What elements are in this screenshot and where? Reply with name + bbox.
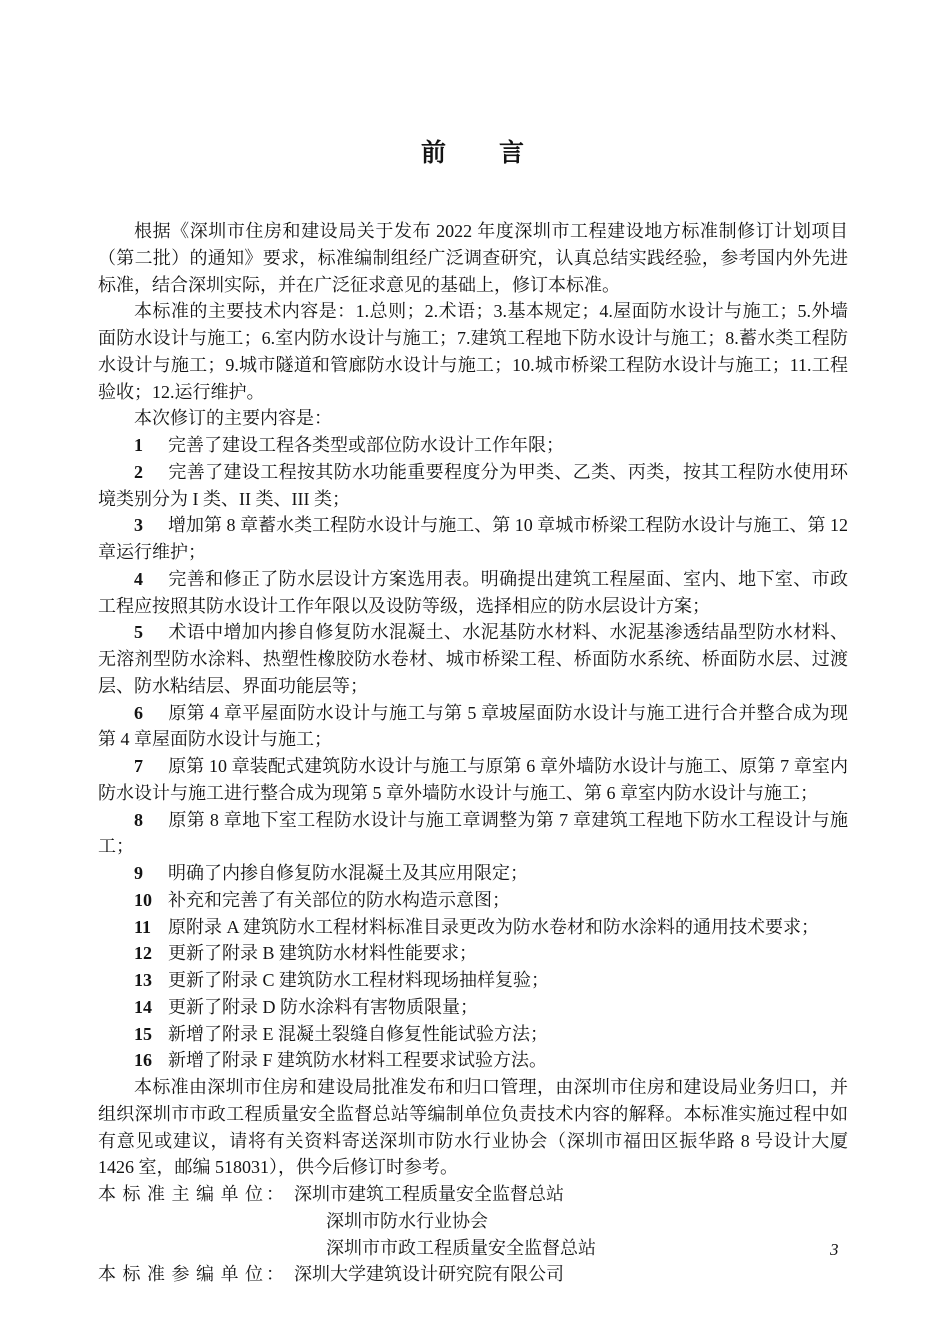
revision-item [98,512,848,566]
page-title: 前 言 [420,140,525,167]
credit-row-chief-editor [98,1208,848,1235]
revision-item [98,994,848,1021]
revision-item [98,860,848,887]
document-body [98,218,848,1288]
credit-unit: 深圳市防水行业协会 [326,1210,488,1231]
revision-text: 完善了建设工程各类型或部位防水设计工作年限； [168,435,564,455]
revision-number: 8 [134,809,143,830]
intro-paragraph-basis: 根据《深圳市住房和建设局关于发布 2022 年度深圳市工程建设地方标准制修订计划项目（第二批）的通知》要求，标准编制组经广泛调查研究，认真总结实践经验，参考国内外先进标准，结合深圳实际，并在广泛征求意见的基础上，修订本标准。 [98,221,848,295]
revision-text: 新增了附录 F 建筑防水材料工程要求试验方法。 [168,1050,548,1071]
revision-number: 9 [134,863,143,883]
credit-colon: ： [266,1184,284,1204]
revision-item [98,940,848,967]
revision-text: 新增了附录 E 混凝土裂缝自修复性能试验方法； [168,1023,548,1044]
revision-item [98,566,848,620]
credits-section [98,1181,848,1288]
revision-item [98,619,848,699]
credit-unit: 深圳市市政工程质量安全监督总站 [326,1237,596,1258]
revision-number: 15 [134,1023,152,1044]
revision-text: 原第 10 章装配式建筑防水设计与施工与原第 6 章外墙防水设计与施工、原第 7 章室内防水设计与施工进行整合成为现第 5 章外墙防水设计与施工、第 6 章室内防水设计与施工； [98,756,848,803]
revision-item [98,967,848,994]
revision-item [98,807,848,861]
revision-number: 7 [134,756,143,776]
revision-number: 1 [134,435,143,455]
revision-number: 3 [134,515,143,536]
revision-text: 更新了附录 D 防水涂料有害物质限量； [168,996,478,1017]
closing-paragraph: 本标准由深圳市住房和建设局批准发布和归口管理，由深圳市住房和建设局业务归口，并组织深圳市市政工程质量安全监督总站等编制单位负责技术内容的解释。本标准实施过程中如有意见或建议，请将有关资料寄送深圳市防水行业协会（深圳市福田区振华路 8 号设计大厦 1426 室，邮编 518031），供今后修订时参考。 [98,1077,848,1178]
revision-item [98,459,848,513]
revision-number: 2 [134,461,143,482]
revision-number: 5 [134,622,143,643]
revision-text: 术语中增加内掺自修复防水混凝土、水泥基防水材料、水泥基渗透结晶型防水材料、无溶剂型防水涂料、热塑性橡胶防水卷材、城市桥梁工程、桥面防水系统、桥面防水层、过渡层、防水粘结层、界面功能层等； [98,622,848,696]
revision-number: 13 [134,970,152,990]
revision-number: 10 [134,889,152,910]
revision-text: 明确了内掺自修复防水混凝土及其应用限定； [168,863,528,883]
credit-colon: ： [266,1264,284,1285]
revision-item [98,887,848,914]
revision-text: 补充和完善了有关部位的防水构造示意图； [168,889,510,910]
revision-text: 更新了附录 C 建筑防水工程材料现场抽样复验； [168,970,550,990]
revision-item [98,914,848,941]
revision-text: 原第 8 章地下室工程防水设计与施工章调整为第 7 章建筑工程地下防水工程设计与施工； [98,809,848,857]
intro-paragraph-revision-lead: 本次修订的主要内容是： [134,408,332,429]
revision-text: 增加第 8 章蓄水类工程防水设计与施工、第 10 章城市桥梁工程防水设计与施工、第 12 章运行维护； [98,515,848,562]
revision-item [98,1047,848,1074]
credit-row-participating-editor [98,1261,848,1288]
revision-item [98,432,848,459]
revision-number: 14 [134,996,152,1017]
document-page [98,0,848,1288]
revision-text: 更新了附录 B 建筑防水材料性能要求； [168,943,478,964]
credit-label: 本 标 准 参 编 单 位 [98,1264,264,1285]
revision-number: 4 [134,568,143,589]
revision-text: 完善了建设工程按其防水功能重要程度分为甲类、乙类、丙类，按其工程防水使用环境类别分为 I 类、II 类、III 类； [98,461,848,509]
credit-row-chief-editor [98,1235,848,1262]
revision-number: 12 [134,943,152,964]
revision-text: 原附录 A 建筑防水工程材料标准目录更改为防水卷材和防水涂料的通用技术要求； [168,916,820,937]
credit-unit: 深圳大学建筑设计研究院有限公司 [294,1264,564,1285]
revision-number: 16 [134,1050,152,1071]
intro-paragraph-contents: 本标准的主要技术内容是：1.总则；2.术语；3.基本规定；4.屋面防水设计与施工；5.外墙面防水设计与施工；6.室内防水设计与施工；7.建筑工程地下防水设计与施工；8.蓄水类工程防水设计与施工；9.城市隧道和管廊防水设计与施工；10.城市桥梁工程防水设计与施工；11.工程验收；12.运行维护。 [98,301,848,402]
revision-text: 完善和修正了防水层设计方案选用表。明确提出建筑工程屋面、室内、地下室、市政工程应按照其防水设计工作年限以及设防等级，选择相应的防水层设计方案； [98,568,848,616]
revision-item [98,700,848,754]
revision-text: 原第 4 章平屋面防水设计与施工与第 5 章坡屋面防水设计与施工进行合并整合成为现第 4 章屋面防水设计与施工； [98,702,848,750]
credit-unit: 深圳市建筑工程质量安全监督总站 [294,1184,564,1204]
revision-item [98,1021,848,1048]
credit-row-chief-editor [98,1181,848,1208]
revision-number: 11 [134,916,152,937]
revision-number: 6 [134,702,143,723]
credit-label: 本 标 准 主 编 单 位 [98,1184,264,1204]
page-number: 3 [830,1240,839,1259]
revision-item [98,753,848,807]
